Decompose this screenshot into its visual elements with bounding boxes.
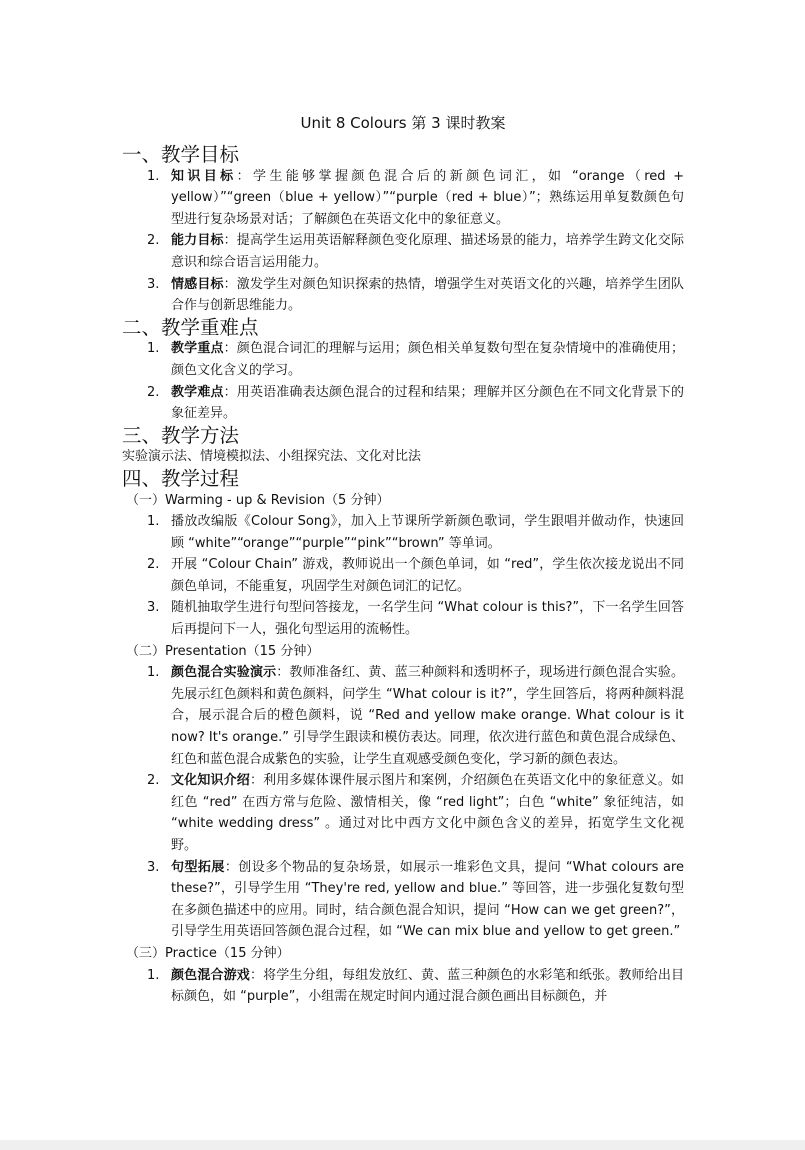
list-item	[147, 166, 684, 231]
list-item	[147, 511, 684, 554]
item-number: 3.	[147, 276, 160, 292]
item-text: 随机抽取学生进行句型问答接龙，一名学生问 “What colour is this?”，下一名学生回答后再提问下一人，强化句型运用的流畅性。	[171, 600, 684, 638]
list-item	[147, 230, 684, 273]
item-label: 情感目标	[171, 276, 224, 292]
list-item	[147, 770, 684, 856]
document-body	[122, 112, 684, 1008]
item-number: 2.	[147, 384, 160, 400]
item-number: 1.	[147, 168, 160, 184]
item-text: ：颜色混合词汇的理解与运用；颜色相关单复数句型在复杂情境中的准确使用；颜色文化含义的学习。	[171, 341, 684, 378]
item-text: ：教师准备红、黄、蓝三种颜料和透明杯子，现场进行颜色混合实验。先展示红色颜料和黄色颜料，问学生 “What colour is it?”，学生回答后，将两种颜料混合，展示混合后的橙色颜料，说 “Red and yellow make orange. What colour is it now? It's orange.” 引导学生跟读和模仿表达。同理，依次进行蓝色和黄色混合成绿色、红色和蓝色混合成紫色的实验，让学生直观感受颜色变化，学习新的颜色表达。	[171, 665, 684, 767]
item-label: 句型拓展	[171, 859, 225, 875]
key-points-list	[122, 338, 684, 424]
item-label: 颜色混合实验演示	[171, 665, 277, 681]
item-text: ：将学生分组，每组发放红、黄、蓝三种颜色的水彩笔和纸张。教师给出目标颜色，如 “purple”，小组需在规定时间内通过混合颜色画出目标颜色，并	[171, 967, 684, 1005]
item-number: 3.	[147, 600, 160, 616]
methods-line: 实验演示法、情境模拟法、小组探究法、文化对比法	[122, 449, 422, 465]
section-heading: 一、教学目标	[122, 143, 240, 166]
item-text: ：创设多个物品的复杂场景，如展示一堆彩色文具，提问 “What colours are these?”，引导学生用 “They're red, yellow and blue.” 等回答，进一步强化复数句型在多颜色描述中的应用。同时，结合颜色混合知识，提问 “How can we get green?”，引导学生用英语回答颜色混合过程，如 “We can mix blue and yellow to get green.”	[171, 859, 684, 940]
list-item	[147, 857, 684, 943]
list-item	[147, 597, 684, 640]
list-item	[147, 274, 684, 317]
presentation-list	[122, 662, 684, 943]
item-text: ：提高学生运用英语解释颜色变化原理、描述场景的能力，培养学生跨文化交际意识和综合语言运用能力。	[171, 233, 684, 270]
item-number: 1.	[147, 514, 160, 530]
practice-list	[122, 965, 684, 1008]
objective-list	[122, 166, 684, 317]
item-text: 开展 “Colour Chain” 游戏，教师说出一个颜色单词，如 “red”，学生依次接龙说出不同颜色单词，不能重复，巩固学生对颜色词汇的记忆。	[171, 557, 684, 594]
section-heading: 三、教学方法	[122, 423, 240, 447]
item-number: 3.	[147, 859, 160, 875]
subsection-heading: （二）Presentation（15 分钟）	[126, 643, 320, 659]
item-text: ：用英语准确表达颜色混合的过程和结果；理解并区分颜色在不同文化背景下的象征差异。	[171, 384, 684, 422]
item-label: 颜色混合游戏	[171, 967, 250, 983]
item-label: 能力目标	[171, 233, 224, 249]
list-item	[147, 338, 684, 381]
item-label: 教学难点	[171, 384, 224, 400]
list-item	[147, 662, 684, 770]
warmup-list	[122, 511, 684, 641]
list-item	[147, 382, 684, 425]
item-number: 2.	[147, 773, 160, 789]
item-number: 2.	[147, 557, 160, 573]
section-heading: 四、教学过程	[122, 466, 240, 490]
section-heading: 二、教学重难点	[122, 315, 259, 339]
item-number: 2.	[147, 233, 160, 249]
item-label: 教学重点	[171, 341, 224, 357]
list-item	[147, 965, 684, 1008]
item-number: 1.	[147, 665, 160, 681]
item-number: 1.	[147, 967, 160, 983]
item-label: 文化知识介绍	[171, 773, 250, 789]
item-label: 知识目标	[171, 168, 237, 184]
item-text: 播放改编版《Colour Song》，加入上节课所学新颜色歌词，学生跟唱并做动作，快速回顾 “white”“orange”“purple”“pink”“brown” 等单词。	[171, 514, 684, 551]
page-title: Unit 8 Colours 第 3 课时教案	[300, 114, 506, 132]
item-text: ：利用多媒体课件展示图片和案例，介绍颜色在英语文化中的象征意义。如红色 “red” 在西方常与危险、激情相关，像 “red light”；白色 “white” 象征纯洁，如 “white wedding dress” 。通过对比中西方文化中颜色含义的差异，拓宽学生文化视野。	[171, 773, 684, 853]
subsection-heading: （三）Practice（15 分钟）	[126, 945, 290, 961]
subsection-heading: （一）Warming - up & Revision（5 分钟）	[126, 492, 390, 508]
item-number: 1.	[147, 341, 160, 357]
item-text: ：学生能够掌握颜色混合后的新颜色词汇，如 “orange（red + yellow）”“green（blue + yellow）”“purple（red + blue）”；熟练运用单复数颜色句型进行复杂场景对话；了解颜色在英语文化中的象征意义。	[171, 168, 684, 227]
list-item	[147, 554, 684, 597]
item-text: ：激发学生对颜色知识探索的热情，增强学生对英语文化的兴趣，培养学生团队合作与创新思维能力。	[171, 276, 684, 314]
